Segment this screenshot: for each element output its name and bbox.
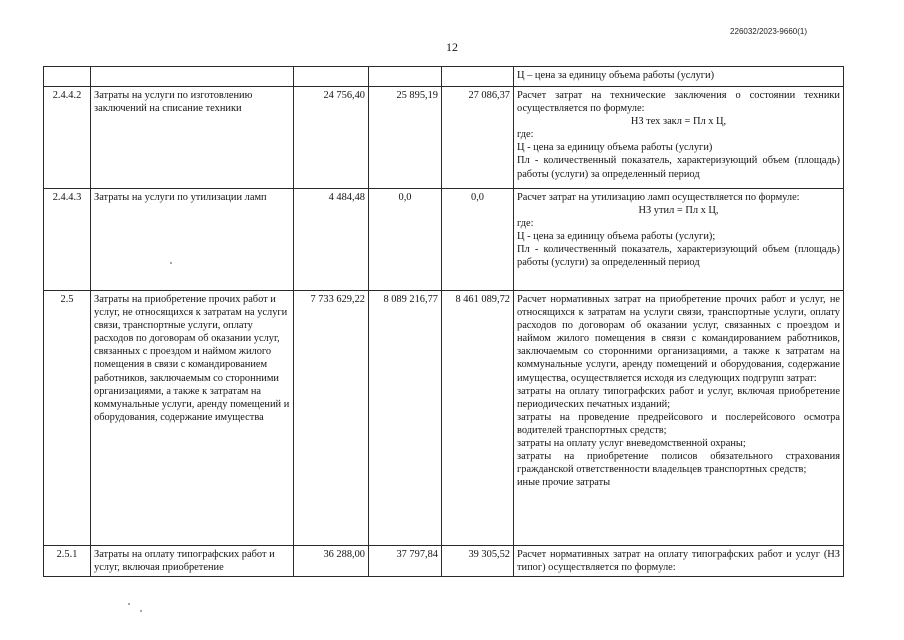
- row-value-year-3: 8 461 089,72: [442, 291, 514, 546]
- table-row: [44, 67, 844, 87]
- row-value-year-1: 4 484,48: [294, 189, 369, 291]
- row-name: [91, 67, 294, 87]
- row-value-year-3: [442, 67, 514, 87]
- description-line: Пл - количественный показатель, характеризующий объем (площадь) работы (услуги) за определенный период: [517, 244, 840, 269]
- table-row: [44, 291, 844, 546]
- row-value-year-1: 24 756,40: [294, 87, 369, 189]
- description-line: затраты на приобретение полисов обязательного страхования гражданской ответственности владельцев транспортных средств;: [517, 451, 840, 476]
- row-name: Затраты на услуги по утилизации ламп: [91, 189, 294, 291]
- row-value-year-2: 25 895,19: [369, 87, 442, 189]
- description-line: Ц – цена за единицу объема работы (услуги): [517, 70, 715, 81]
- scan-speck: [128, 603, 130, 605]
- row-value-year-3: 39 305,52: [442, 546, 514, 577]
- row-name: Затраты на услуги по изготовлению заключений на списание техники: [91, 87, 294, 189]
- row-description: [514, 189, 844, 291]
- table-row: [44, 546, 844, 577]
- row-value-year-3: 27 086,37: [442, 87, 514, 189]
- row-description: [514, 546, 844, 577]
- row-value-year-2: 0,0: [369, 189, 442, 291]
- description-line: Ц - цена за единицу объема работы (услуги);: [517, 231, 716, 243]
- row-value-year-2: [369, 67, 442, 87]
- description-where: где:: [517, 218, 534, 230]
- row-code: 2.5: [44, 291, 91, 546]
- description-intro: Расчет нормативных затрат на оплату типографских работ и услуг (НЗ типог) осуществляется по формуле:: [517, 549, 840, 574]
- row-value-year-2: 8 089 216,77: [369, 291, 442, 546]
- description-line: затраты на оплату типографских работ и услуг, включая приобретение периодических печатных изданий;: [517, 385, 840, 410]
- description-line: Пл - количественный показатель, характеризующий объем (площадь) работы (услуги) за определенный период: [517, 155, 840, 180]
- table-row: [44, 189, 844, 291]
- row-description: [514, 291, 844, 546]
- formula: НЗ тех закл = Пл х Ц,: [630, 116, 727, 128]
- row-description: [514, 87, 844, 189]
- formula: НЗ утил = Пл х Ц,: [638, 205, 719, 217]
- row-name: Затраты на приобретение прочих работ и услуг, не относящихся к затратам на услуги связи, транспортные услуги, оплату расходов по договорам об оказании услуг, связанных с проездом и наймом жилого помещения в связи с командированием работников, заключаемым со сторонними организациями, а также к затратам на коммунальные услуги, аренду помещений и оборудования, содержание имущества: [91, 291, 294, 546]
- description-where: где:: [517, 129, 534, 141]
- description-intro: Расчет затрат на технические заключения о состоянии техники осуществляется по формуле:: [517, 90, 840, 115]
- scan-speck: [170, 262, 172, 264]
- page-number: 12: [446, 40, 458, 54]
- description-line: затраты на проведение предрейсового и послерейсового осмотра водителей транспортных средств;: [517, 411, 840, 436]
- row-description: [514, 67, 844, 87]
- row-value-year-2: 37 797,84: [369, 546, 442, 577]
- row-code: 2.4.4.3: [44, 189, 91, 291]
- cost-table: [43, 66, 844, 577]
- row-value-year-1: [294, 67, 369, 87]
- description-line: Ц - цена за единицу объема работы (услуги): [517, 142, 713, 154]
- row-value-year-1: 7 733 629,22: [294, 291, 369, 546]
- row-code: 2.5.1: [44, 546, 91, 577]
- scan-speck: [140, 610, 142, 612]
- row-value-year-3: 0,0: [442, 189, 514, 291]
- row-value-year-1: 36 288,00: [294, 546, 369, 577]
- description-line: иные прочие затраты: [517, 477, 611, 489]
- row-code: [44, 67, 91, 87]
- description-intro: Расчет нормативных затрат на приобретение прочих работ и услуг, не относящихся к затратам на услуги связи, транспортные услуги, оплату расходов по договорам об оказании услуг, связанных с проездом и наймом жилого помещения в связи с командированием работников, заключаемым со сторонними организациями, а также к затратам на коммунальные услуги, аренду помещений и оборудования, содержание имущества, осуществляется исходя из следующих подгрупп затрат:: [517, 294, 840, 384]
- description-line: затраты на оплату услуг вневедомственной охраны;: [517, 438, 746, 450]
- row-name: Затраты на оплату типографских работ и услуг, включая приобретение: [91, 546, 294, 577]
- description-intro: Расчет затрат на утилизацию ламп осуществляется по формуле:: [517, 192, 800, 203]
- table-row: [44, 87, 844, 189]
- document-registration-number: 226032/2023-9660(1): [730, 27, 807, 36]
- row-code: 2.4.4.2: [44, 87, 91, 189]
